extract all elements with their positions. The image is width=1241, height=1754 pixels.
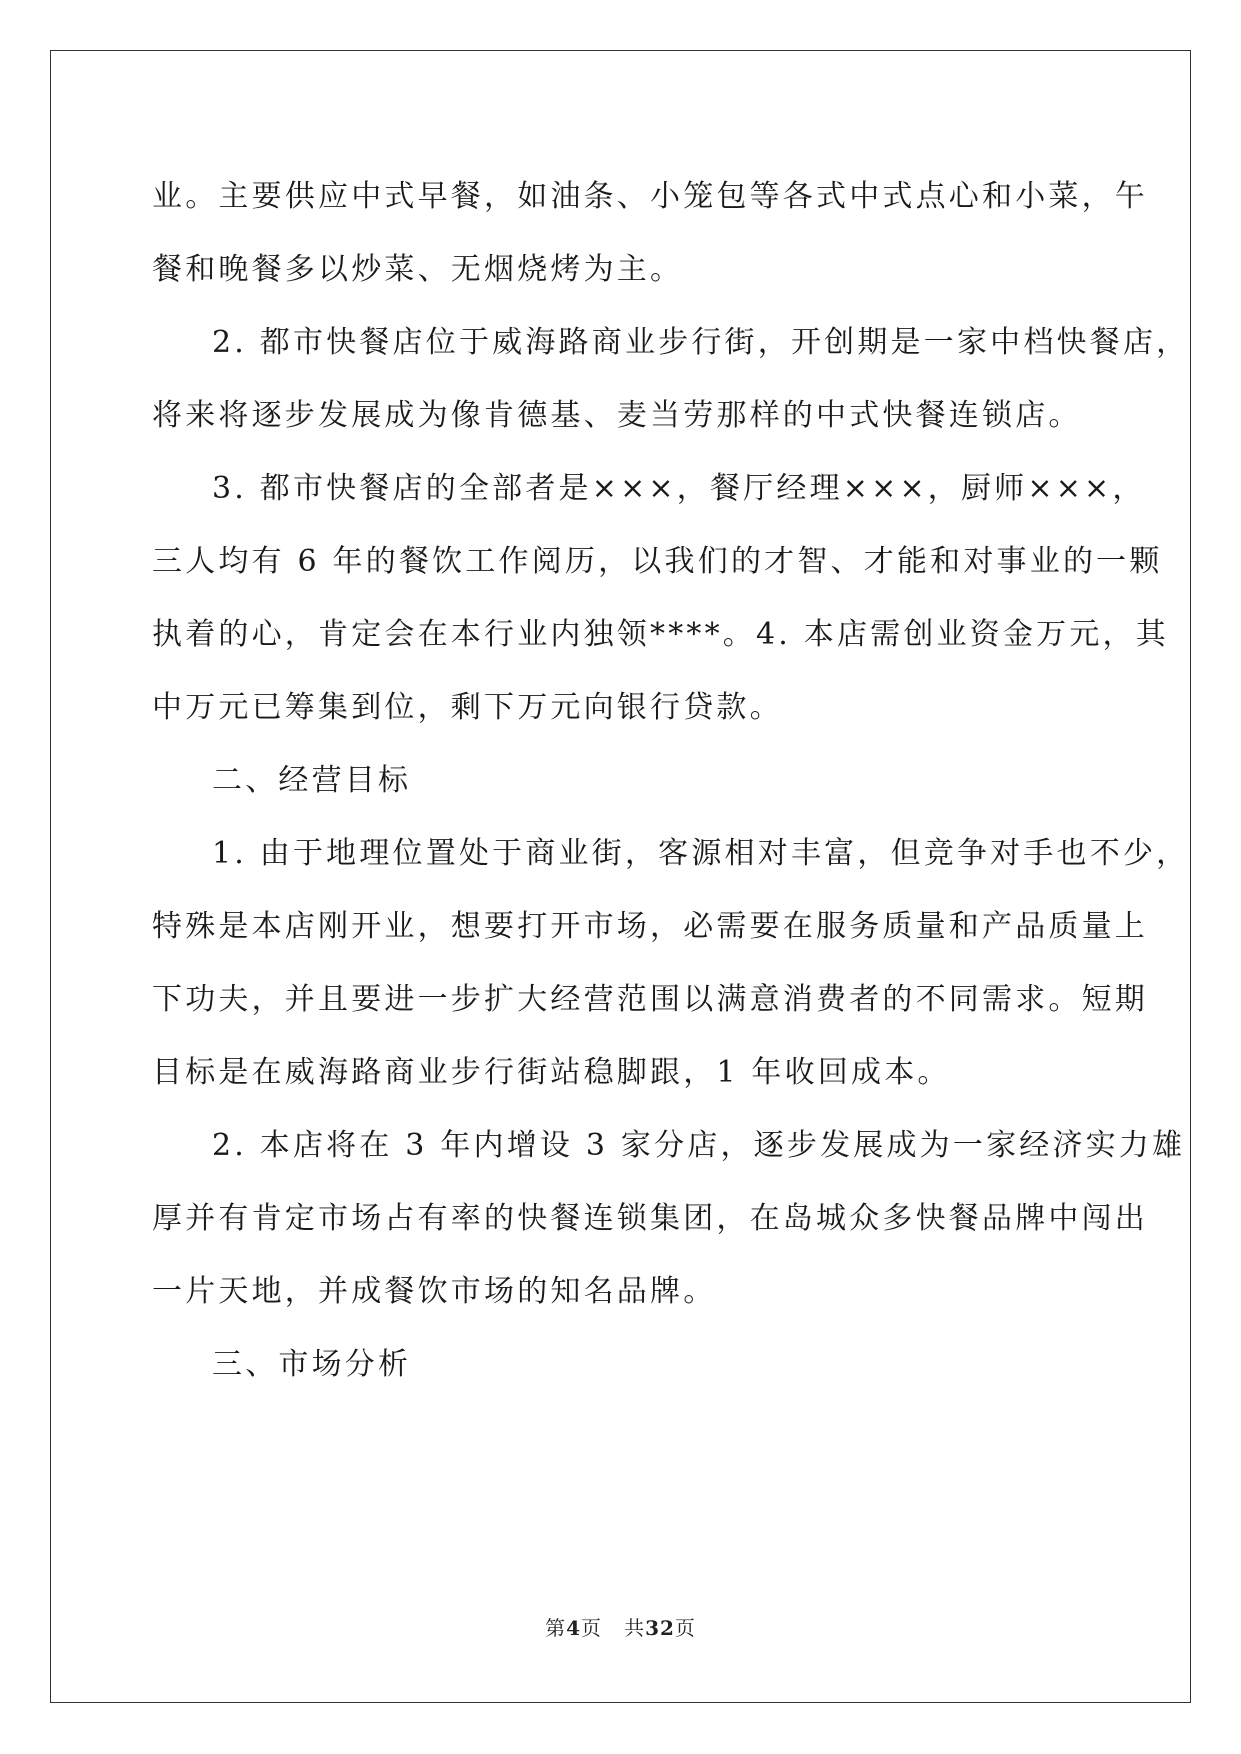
text-line: 下功夫，并且要进一步扩大经营范围以满意消费者的不同需求。短期: [152, 982, 1148, 1017]
text-line: 将来将逐步发展成为像肯德基、麦当劳那样的中式快餐连锁店。: [152, 398, 1082, 433]
page-suffix: 页: [581, 1616, 602, 1640]
text-line: 特殊是本店刚开业，想要打开市场，必需要在服务质量和产品质量上: [152, 909, 1148, 944]
text-line: 2. 都市快餐店位于威海路商业步行街，开创期是一家中档快餐店，: [212, 325, 1190, 360]
text-line: 餐和晚餐多以炒菜、无烟烧烤为主。: [152, 252, 684, 287]
text-line: 2. 本店将在 3 年内增设 3 家分店，逐步发展成为一家经济实力雄: [212, 1128, 1186, 1163]
text-line: 执着的心，肯定会在本行业内独领****。4. 本店需创业资金万元，其: [152, 617, 1169, 652]
page-prefix: 第: [545, 1616, 567, 1640]
text-line: 3. 都市快餐店的全部者是×××，餐厅经理×××，厨师×××，: [212, 471, 1146, 506]
document-body: [152, 160, 1190, 1401]
text-line: 厚并有肯定市场占有率的快餐连锁集团，在岛城众多快餐品牌中闯出: [152, 1201, 1148, 1236]
text-line: 目标是在威海路商业步行街站稳脚跟，1 年收回成本。: [152, 1055, 951, 1090]
text-line: 三人均有 6 年的餐饮工作阅历，以我们的才智、才能和对事业的一颗: [152, 544, 1163, 579]
total-prefix: 共: [624, 1616, 646, 1640]
total-suffix: 页: [674, 1616, 696, 1640]
page-number: 4: [566, 1616, 581, 1640]
text-line: 中万元已筹集到位，剩下万元向银行贷款。: [152, 690, 783, 725]
total-pages: 32: [645, 1616, 675, 1640]
text-line: 一片天地，并成餐饮市场的知名品牌。: [152, 1274, 717, 1309]
section-heading: 三、市场分析: [212, 1347, 412, 1382]
section-heading: 二、经营目标: [212, 763, 412, 798]
text-line: 业。主要供应中式早餐，如油条、小笼包等各式中式点心和小菜，午: [152, 179, 1148, 214]
page-footer: [0, 1612, 1241, 1641]
text-line: 1. 由于地理位置处于商业街，客源相对丰富，但竞争对手也不少，: [212, 836, 1190, 871]
